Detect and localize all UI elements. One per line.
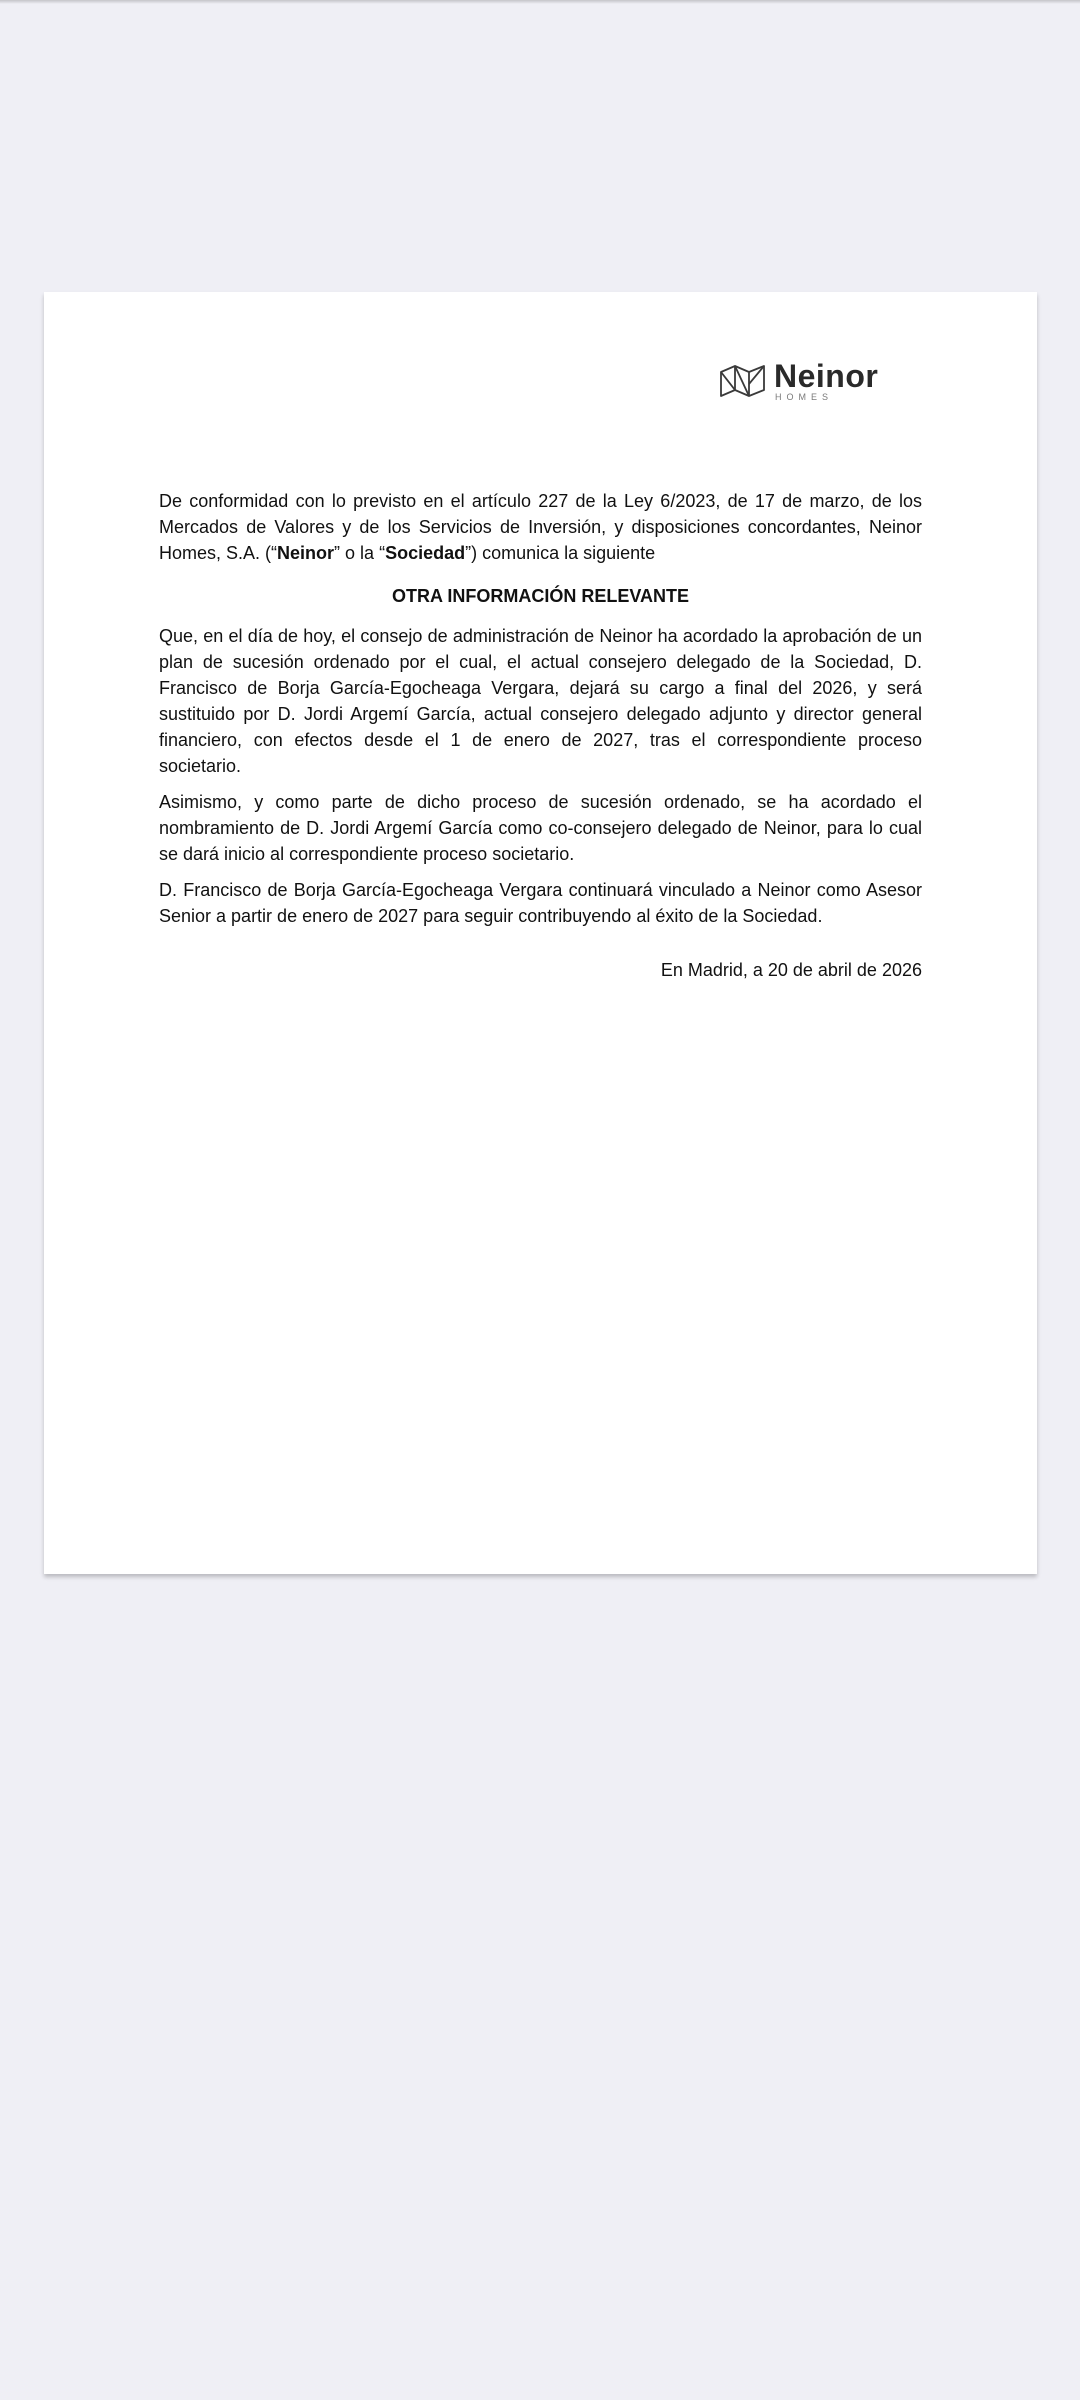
- logo-wordmark: Neinor: [774, 358, 879, 394]
- body-paragraph-3: D. Francisco de Borja García-Egocheaga Vergara continuará vinculado a Neinor como Asesor Senior a partir de enero de 2027 para seguir contribuyendo al éxito de la Sociedad.: [159, 880, 922, 926]
- intro-text-3: ”) comunica la siguiente: [465, 543, 656, 563]
- intro-sociedad-bold: Sociedad: [385, 543, 466, 563]
- body-paragraph-2: Asimismo, y como parte de dicho proceso de sucesión ordenado, se ha acordado el nombramiento de D. Jordi Argemí García como co-consejero delegado de Neinor, para lo cual se dará inicio al correspondiente proceso societario.: [159, 792, 922, 864]
- intro-text-2: ” o la “: [334, 543, 386, 563]
- neinor-logo: [774, 358, 1080, 408]
- intro-text-1: De conformidad con lo previsto en el artículo 227 de la Ley 6/2023, de 17 de marzo, de los Mercados de Valores y de los Servicios de Inversión, y disposiciones concordantes, Neinor Homes, S.A. (“: [159, 491, 922, 563]
- intro-paragraph: [159, 488, 922, 566]
- neinor-cube-icon: [720, 364, 766, 398]
- body-paragraph-1: Que, en el día de hoy, el consejo de administración de Neinor ha acordado la aprobación de un plan de sucesión ordenado por el cual, el actual consejero delegado de la Sociedad, D. Francisco de Borja García-Egocheaga Vergara, dejará su cargo a final del 2026, y será sustituido por D. Jordi Argemí García, actual consejero delegado adjunto y director general financiero, con efectos desde el 1 de enero de 2027, tras el correspondiente proceso societario.: [159, 626, 922, 776]
- place-date: En Madrid, a 20 de abril de 2026: [660, 960, 922, 980]
- intro-neinor-bold: Neinor: [277, 543, 335, 563]
- document-heading: OTRA INFORMACIÓN RELEVANTE: [392, 586, 689, 606]
- document-body: [159, 488, 922, 983]
- top-bar-shadow: [0, 0, 1080, 4]
- logo-subtitle: HOMES: [775, 392, 834, 402]
